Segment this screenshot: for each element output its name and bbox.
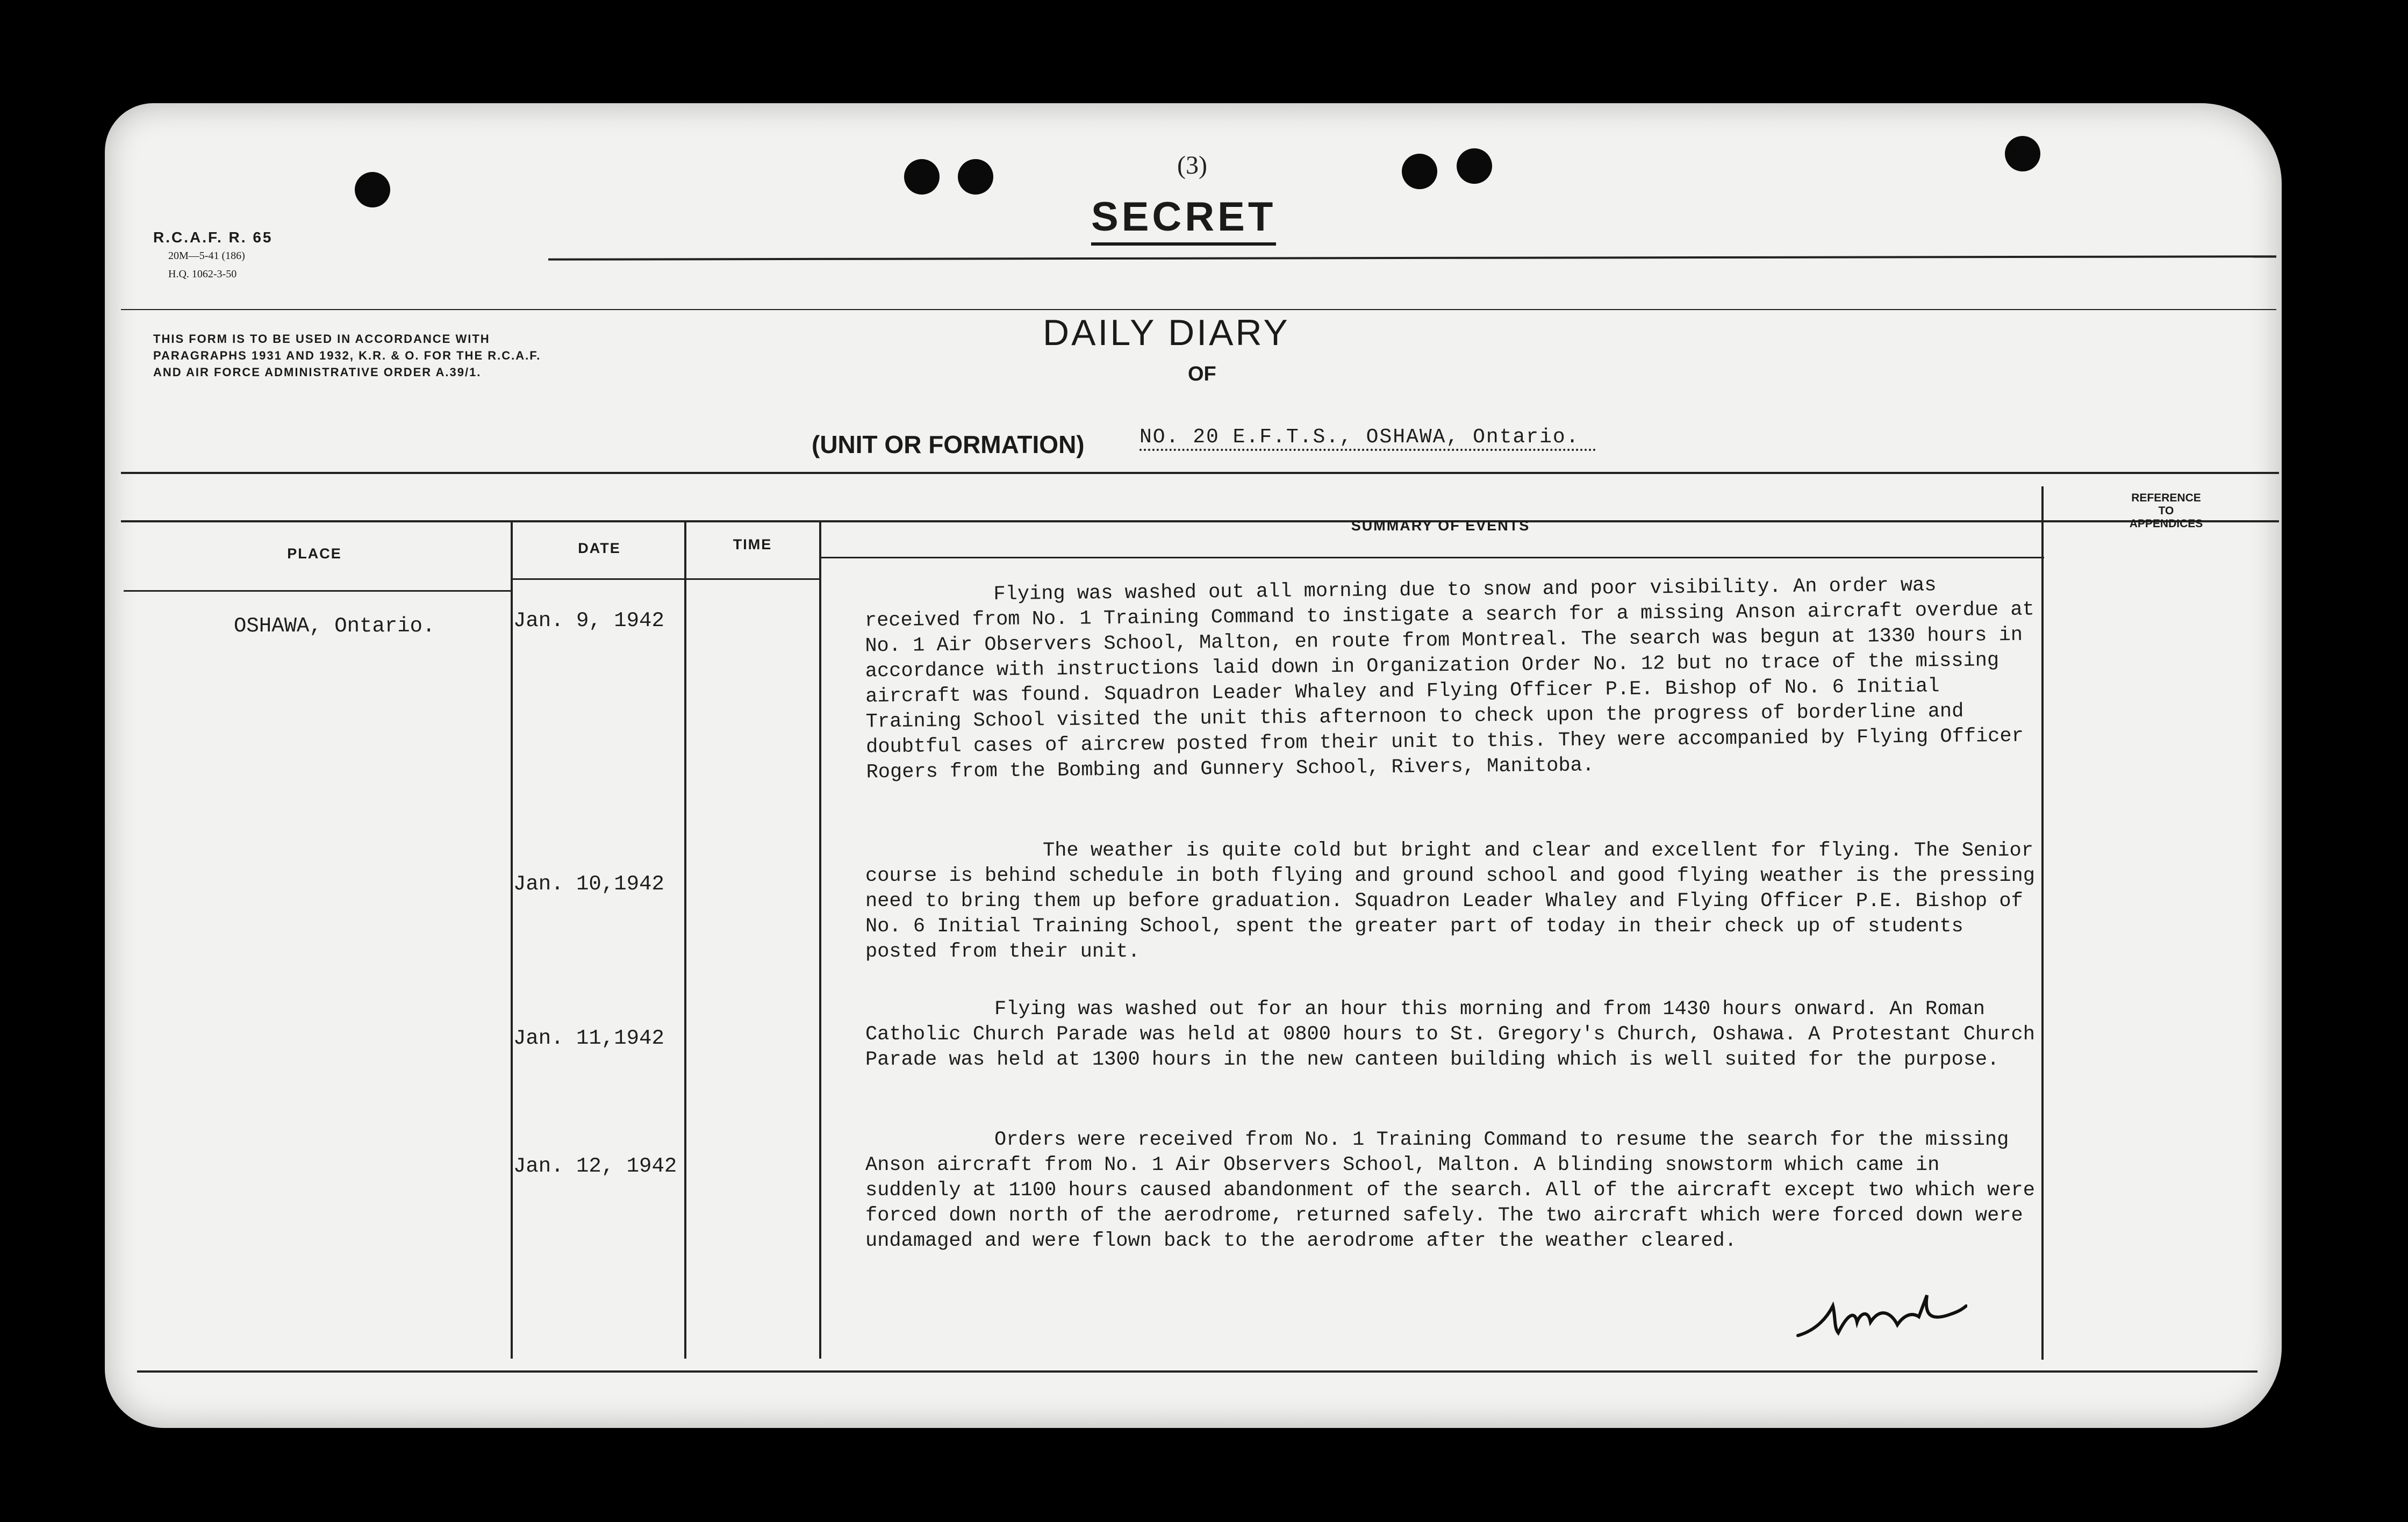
column-divider xyxy=(819,520,821,1359)
signature-image xyxy=(1795,1284,1967,1344)
reference-header-line: APPENDICES xyxy=(2129,518,2203,530)
punch-hole xyxy=(958,159,993,195)
entry-summary: The weather is quite cold but bright and clear and excellent for flying. The Senior course is behind schedule in both flying and ground school and good flying weather is the pressing need to bring them up before graduation. Squadron Leader Whaley and Flying Officer P.E. Bishop of No. 6 Initial Training School, spent the greater part of today in their check up of students posted from their unit. xyxy=(865,839,2035,963)
diary-title-of: OF xyxy=(1188,363,1216,385)
column-header-reference xyxy=(2112,492,2220,530)
form-code-line: H.Q. 1062-3-50 xyxy=(168,268,237,280)
column-header-rule xyxy=(821,557,2044,558)
unit-label: (UNIT OR FORMATION) xyxy=(812,430,1085,458)
column-divider xyxy=(684,520,686,1359)
punch-hole xyxy=(2005,136,2040,171)
table-top-rule xyxy=(121,520,2279,522)
column-header-rule xyxy=(511,578,820,580)
entry-date: Jan. 12, 1942 xyxy=(513,1154,677,1178)
column-header-place: PLACE xyxy=(287,545,342,562)
form-code-line: 20M—5-41 (186) xyxy=(168,250,245,262)
punch-hole xyxy=(355,172,390,207)
unit-value: NO. 20 E.F.T.S., OSHAWA, Ontario. xyxy=(1140,426,1596,451)
punch-hole xyxy=(1457,148,1492,184)
entry-place: OSHAWA, Ontario. xyxy=(234,614,435,638)
column-header-date: DATE xyxy=(578,540,621,556)
punch-hole xyxy=(904,159,940,195)
entry-summary: Flying was washed out all morning due to snow and poor visibility. An order was received from No. 1 Training Command to instigate a search for a missing Anson aircraft overdue at No. 1 Air Observers School, Malton, en route from Montreal. The search was begun at 1330 hours in accordance with instructions laid down in Organization Order No. 12 but no trace of the missing aircraft was found. Squadron Leader Whaley and Flying Officer P.E. Bishop of No. 6 Initial Training School visited the unit this afternoon to check upon the progress of borderline and doubtful cases of aircrew posted from their unit to this. They were accompanied by Flying Officer Rogers from the Bombing and Gunnery School, Rivers, Manitoba. xyxy=(864,574,2034,784)
classification-stamp: SECRET xyxy=(1091,193,1276,246)
reference-header-line: REFERENCE xyxy=(2131,492,2201,504)
form-code xyxy=(153,228,273,283)
entry-summary: Orders were received from No. 1 Training Command to resume the search for the missing Anson aircraft from No. 1 Air Observers School, Malton. A blinding snowstorm which came in suddenly at 1100 hours caused abandonment of the search. All of the aircraft except two which were forced down north of the aerodrome, returned safely. The two aircraft which were forced down were undamaged and were flown back to the aerodrome after the weather cleared. xyxy=(865,1129,2035,1252)
header-rule xyxy=(121,309,2276,310)
form-instructions: THIS FORM IS TO BE USED IN ACCORDANCE WITH PARAGRAPHS 1931 AND 1932, K.R. & O. FOR THE R.C.A.F. AND AIR FORCE ADMINISTRATIVE ORDER A.39/1. xyxy=(153,332,541,379)
page-number: (3) xyxy=(1177,151,1207,180)
table-top-rule xyxy=(121,472,2279,474)
column-header-time: TIME xyxy=(733,536,772,552)
column-header-rule xyxy=(124,590,511,592)
punch-hole xyxy=(1402,154,1437,189)
table-bottom-rule xyxy=(137,1370,2258,1373)
column-header-summary: SUMMARY OF EVENTS xyxy=(1351,518,1530,534)
column-divider xyxy=(2041,486,2044,1360)
column-divider xyxy=(511,520,513,1359)
form-code-line: R.C.A.F. R. 65 xyxy=(153,229,273,246)
entry-date: Jan. 10,1942 xyxy=(513,872,664,896)
entry-date: Jan. 9, 1942 xyxy=(513,609,664,633)
reference-header-line: TO xyxy=(2158,505,2174,517)
entry-summary: Flying was washed out for an hour this morning and from 1430 hours onward. An Roman Catholic Church Parade was held at 0800 hours to St. Gregory's Church, Oshawa. A Protestant Church Parade was held at 1300 hours in the new canteen building which is well suited for the purpose. xyxy=(865,998,2035,1071)
diary-title: DAILY DIARY xyxy=(1043,312,1290,353)
entry-date: Jan. 11,1942 xyxy=(513,1026,664,1050)
